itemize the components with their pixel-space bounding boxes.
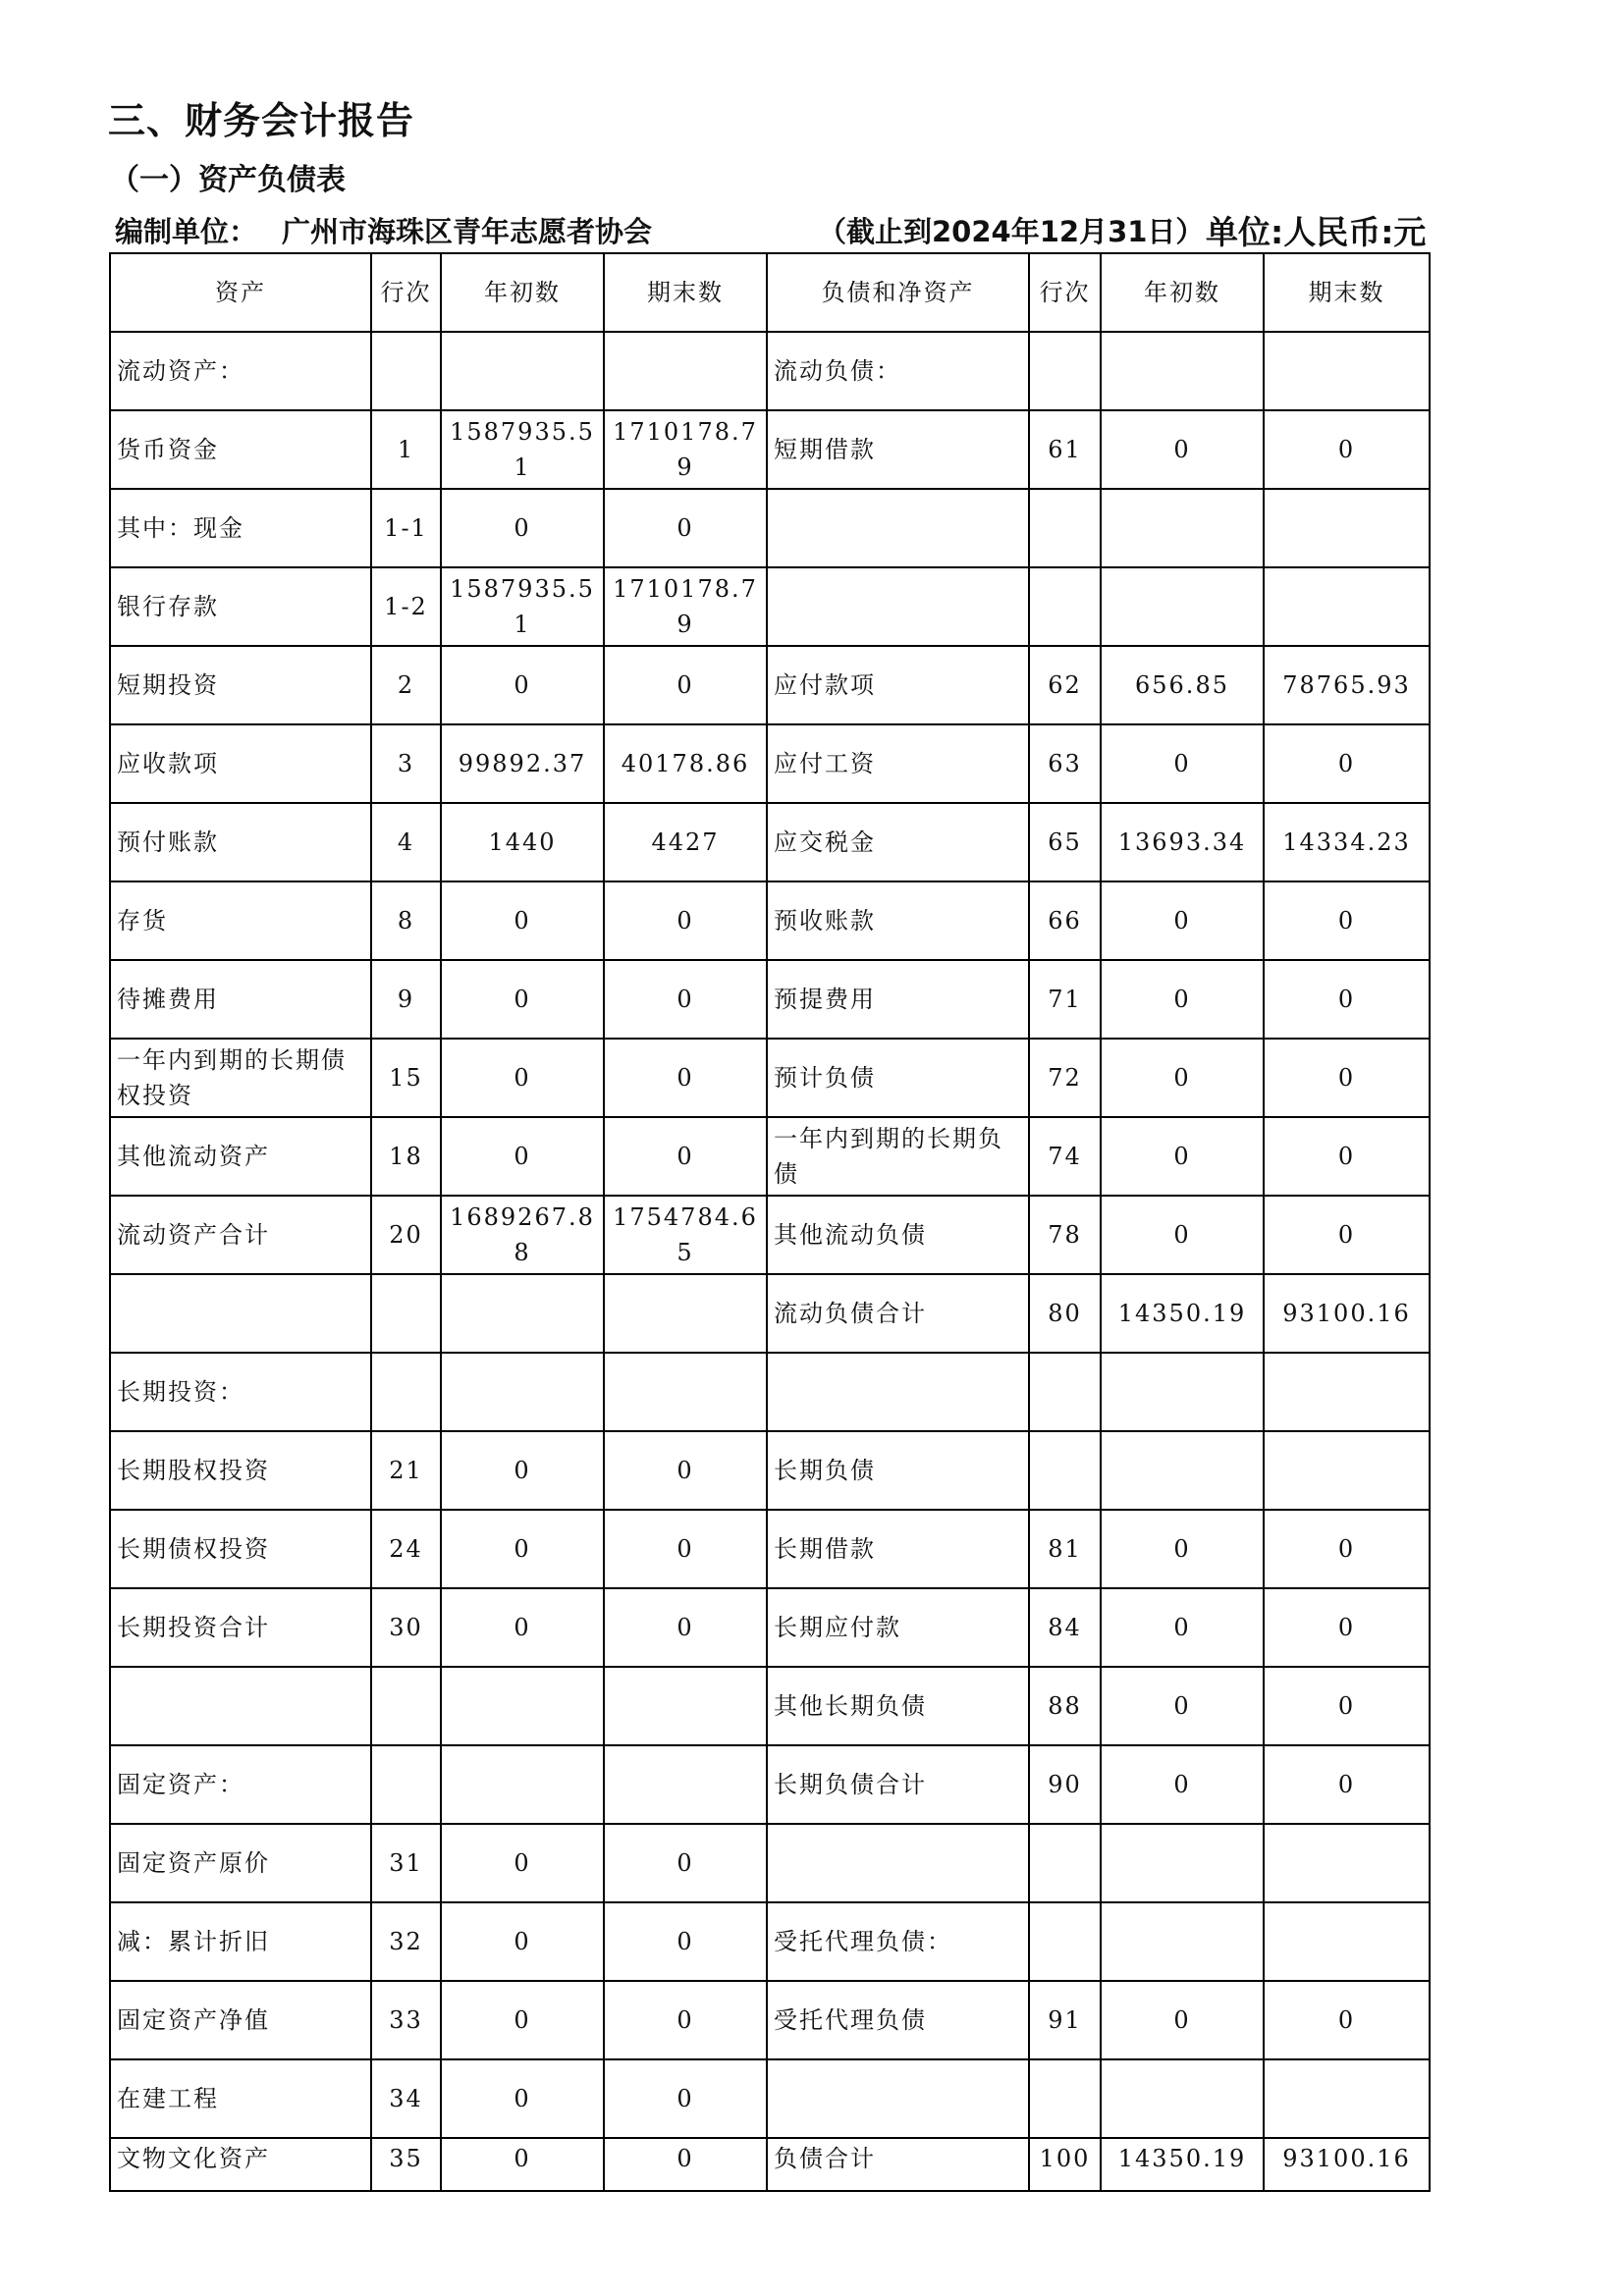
asset-begin-value: 99892.37 [441, 724, 604, 803]
asset-end-value: 0 [604, 1588, 767, 1667]
liability-row-no: 91 [1029, 1981, 1101, 2059]
liability-row-no: 61 [1029, 410, 1101, 489]
liability-row-no: 71 [1029, 960, 1101, 1039]
liability-row-no [1029, 1431, 1101, 1510]
asset-begin-value: 0 [441, 1588, 604, 1667]
liability-begin-value: 0 [1101, 1117, 1264, 1196]
table-row [110, 646, 1430, 724]
table-row [110, 1588, 1430, 1667]
liability-begin-value: 0 [1101, 1039, 1264, 1117]
liability-row-no: 88 [1029, 1667, 1101, 1745]
liability-name: 受托代理负债： [767, 1902, 1029, 1981]
asset-name: 固定资产： [110, 1745, 371, 1824]
table-row [110, 410, 1430, 489]
liability-end-value [1264, 1824, 1430, 1902]
table-row [110, 803, 1430, 881]
asset-end-value [604, 1745, 767, 1824]
liability-end-value: 0 [1264, 960, 1430, 1039]
asset-row-no [371, 1353, 441, 1431]
asset-row-no: 20 [371, 1196, 441, 1274]
table-row [110, 1117, 1430, 1196]
liability-end-value: 0 [1264, 410, 1430, 489]
table-row [110, 332, 1430, 410]
table-row [110, 1981, 1430, 2059]
asset-row-no: 31 [371, 1824, 441, 1902]
liability-begin-value [1101, 332, 1264, 410]
balance-sheet-table [109, 252, 1431, 2192]
liability-begin-value [1101, 1824, 1264, 1902]
liability-end-value: 0 [1264, 1196, 1430, 1274]
liability-end-value [1264, 567, 1430, 646]
liability-row-no: 62 [1029, 646, 1101, 724]
liability-end-value: 0 [1264, 724, 1430, 803]
org-label: 编制单位： [115, 215, 258, 248]
asset-name: 长期股权投资 [110, 1431, 371, 1510]
liability-row-no [1029, 489, 1101, 567]
asset-name: 固定资产原价 [110, 1824, 371, 1902]
asset-begin-value [441, 332, 604, 410]
liability-row-no [1029, 1824, 1101, 1902]
asset-begin-value: 0 [441, 1824, 604, 1902]
asset-begin-value [441, 1274, 604, 1353]
date-range: （截止到2024年12月31日） [818, 215, 1205, 248]
asset-end-value: 0 [604, 1431, 767, 1510]
asset-begin-value: 1440 [441, 803, 604, 881]
table-row [110, 1039, 1430, 1117]
table-header-row [110, 253, 1430, 332]
asset-name [110, 1274, 371, 1353]
section-title: （一）资产负债表 [110, 163, 346, 197]
header-asset-row-no: 行次 [371, 253, 441, 332]
liability-end-value [1264, 2059, 1430, 2138]
liability-name: 流动负债合计 [767, 1274, 1029, 1353]
asset-begin-value [441, 1353, 604, 1431]
table-row [110, 960, 1430, 1039]
liability-begin-value: 13693.34 [1101, 803, 1264, 881]
liability-end-value: 0 [1264, 1981, 1430, 2059]
table-row [110, 1745, 1430, 1824]
liability-begin-value: 0 [1101, 724, 1264, 803]
liability-begin-value: 0 [1101, 1667, 1264, 1745]
asset-begin-value: 0 [441, 960, 604, 1039]
asset-row-no: 32 [371, 1902, 441, 1981]
liability-begin-value: 0 [1101, 960, 1264, 1039]
report-title: 三、财务会计报告 [108, 99, 415, 142]
liability-begin-value [1101, 1431, 1264, 1510]
asset-row-no: 18 [371, 1117, 441, 1196]
liability-name: 流动负债： [767, 332, 1029, 410]
liability-end-value: 14334.23 [1264, 803, 1430, 881]
liability-begin-value [1101, 1902, 1264, 1981]
table-row [110, 1824, 1430, 1902]
asset-name: 存货 [110, 881, 371, 960]
asset-row-no: 21 [371, 1431, 441, 1510]
asset-name: 长期债权投资 [110, 1510, 371, 1588]
asset-end-value: 40178.86 [604, 724, 767, 803]
liability-end-value: 0 [1264, 1510, 1430, 1588]
liability-row-no: 63 [1029, 724, 1101, 803]
asset-begin-value: 0 [441, 1431, 604, 1510]
liability-name: 应付工资 [767, 724, 1029, 803]
liability-row-no [1029, 1353, 1101, 1431]
header-asset-end: 期末数 [604, 253, 767, 332]
liability-name: 预收账款 [767, 881, 1029, 960]
table-row [110, 1196, 1430, 1274]
asset-end-value: 1754784.65 [604, 1196, 767, 1274]
asset-row-no: 33 [371, 1981, 441, 2059]
liability-begin-value [1101, 567, 1264, 646]
asset-end-value: 0 [604, 1902, 767, 1981]
asset-row-no: 8 [371, 881, 441, 960]
liability-end-value: 78765.93 [1264, 646, 1430, 724]
asset-begin-value: 0 [441, 489, 604, 567]
liability-row-no [1029, 567, 1101, 646]
asset-begin-value: 0 [441, 2138, 604, 2191]
liability-end-value [1264, 489, 1430, 567]
liability-name [767, 2059, 1029, 2138]
liability-name: 应付款项 [767, 646, 1029, 724]
asset-begin-value: 0 [441, 1039, 604, 1117]
asset-end-value [604, 1667, 767, 1745]
asset-name: 流动资产合计 [110, 1196, 371, 1274]
liability-begin-value: 0 [1101, 881, 1264, 960]
liability-row-no: 74 [1029, 1117, 1101, 1196]
org-name: 广州市海珠区青年志愿者协会 [282, 215, 653, 248]
currency-unit: 单位:人民币:元 [1206, 213, 1427, 251]
asset-name: 短期投资 [110, 646, 371, 724]
liability-name: 应交税金 [767, 803, 1029, 881]
liability-name: 长期借款 [767, 1510, 1029, 1588]
asset-begin-value: 1587935.51 [441, 410, 604, 489]
liability-begin-value: 656.85 [1101, 646, 1264, 724]
asset-row-no: 4 [371, 803, 441, 881]
asset-begin-value [441, 1745, 604, 1824]
asset-row-no: 1 [371, 410, 441, 489]
asset-row-no: 9 [371, 960, 441, 1039]
asset-name: 在建工程 [110, 2059, 371, 2138]
liability-name: 短期借款 [767, 410, 1029, 489]
liability-row-no: 90 [1029, 1745, 1101, 1824]
table-row [110, 489, 1430, 567]
asset-name: 减：累计折旧 [110, 1902, 371, 1981]
asset-name: 固定资产净值 [110, 1981, 371, 2059]
liability-row-no: 84 [1029, 1588, 1101, 1667]
asset-name: 其中：现金 [110, 489, 371, 567]
table-row [110, 1667, 1430, 1745]
liability-name: 其他流动负债 [767, 1196, 1029, 1274]
table-row [110, 2138, 1430, 2191]
header-liabilities: 负债和净资产 [767, 253, 1029, 332]
asset-begin-value: 0 [441, 1510, 604, 1588]
liability-row-no: 80 [1029, 1274, 1101, 1353]
asset-name: 长期投资合计 [110, 1588, 371, 1667]
liability-end-value [1264, 1431, 1430, 1510]
header-liab-end: 期末数 [1264, 253, 1430, 332]
liability-end-value: 93100.16 [1264, 1274, 1430, 1353]
header-liab-begin: 年初数 [1101, 253, 1264, 332]
liability-end-value: 0 [1264, 1117, 1430, 1196]
asset-name [110, 1667, 371, 1745]
liability-name: 长期负债 [767, 1431, 1029, 1510]
liability-end-value [1264, 1353, 1430, 1431]
asset-name: 应收款项 [110, 724, 371, 803]
asset-end-value: 0 [604, 881, 767, 960]
asset-end-value [604, 1274, 767, 1353]
asset-row-no: 1-1 [371, 489, 441, 567]
asset-row-no [371, 332, 441, 410]
table-row [110, 1510, 1430, 1588]
liability-begin-value: 14350.19 [1101, 1274, 1264, 1353]
liability-end-value: 0 [1264, 1039, 1430, 1117]
asset-end-value: 0 [604, 2138, 767, 2191]
asset-begin-value: 1587935.51 [441, 567, 604, 646]
liability-end-value [1264, 332, 1430, 410]
table-row [110, 1902, 1430, 1981]
header-assets: 资产 [110, 253, 371, 332]
table-row [110, 567, 1430, 646]
asset-row-no: 2 [371, 646, 441, 724]
asset-end-value: 0 [604, 1039, 767, 1117]
liability-name [767, 567, 1029, 646]
asset-begin-value: 0 [441, 1981, 604, 2059]
liability-name: 其他长期负债 [767, 1667, 1029, 1745]
liability-row-no: 100 [1029, 2138, 1101, 2191]
asset-name: 银行存款 [110, 567, 371, 646]
asset-name: 其他流动资产 [110, 1117, 371, 1196]
asset-begin-value: 0 [441, 881, 604, 960]
asset-name: 流动资产： [110, 332, 371, 410]
header-liab-row-no: 行次 [1029, 253, 1101, 332]
liability-name: 长期负债合计 [767, 1745, 1029, 1824]
liability-begin-value: 0 [1101, 410, 1264, 489]
liability-name: 受托代理负债 [767, 1981, 1029, 2059]
asset-row-no: 3 [371, 724, 441, 803]
asset-end-value: 0 [604, 489, 767, 567]
liability-row-no: 72 [1029, 1039, 1101, 1117]
asset-name: 预付账款 [110, 803, 371, 881]
liability-name [767, 489, 1029, 567]
liability-begin-value: 0 [1101, 1196, 1264, 1274]
asset-begin-value: 0 [441, 2059, 604, 2138]
asset-name: 一年内到期的长期债权投资 [110, 1039, 371, 1117]
asset-row-no: 24 [371, 1510, 441, 1588]
liability-row-no [1029, 332, 1101, 410]
asset-end-value: 1710178.79 [604, 410, 767, 489]
table-row [110, 1274, 1430, 1353]
asset-end-value: 0 [604, 960, 767, 1039]
asset-end-value: 1710178.79 [604, 567, 767, 646]
asset-begin-value: 1689267.88 [441, 1196, 604, 1274]
liability-row-no: 78 [1029, 1196, 1101, 1274]
liability-end-value [1264, 1902, 1430, 1981]
liability-row-no [1029, 2059, 1101, 2138]
liability-begin-value: 0 [1101, 1981, 1264, 2059]
liability-row-no: 66 [1029, 881, 1101, 960]
liability-end-value: 93100.16 [1264, 2138, 1430, 2191]
asset-begin-value [441, 1667, 604, 1745]
asset-name: 文物文化资产 [110, 2138, 371, 2191]
asset-end-value: 0 [604, 1117, 767, 1196]
liability-row-no: 65 [1029, 803, 1101, 881]
asset-row-no [371, 1745, 441, 1824]
asset-end-value: 4427 [604, 803, 767, 881]
asset-row-no: 1-2 [371, 567, 441, 646]
asset-begin-value: 0 [441, 1902, 604, 1981]
asset-end-value: 0 [604, 646, 767, 724]
liability-begin-value [1101, 489, 1264, 567]
liability-begin-value [1101, 1353, 1264, 1431]
liability-name: 预提费用 [767, 960, 1029, 1039]
liability-begin-value: 14350.19 [1101, 2138, 1264, 2191]
asset-row-no: 34 [371, 2059, 441, 2138]
asset-name: 货币资金 [110, 410, 371, 489]
asset-end-value: 0 [604, 1510, 767, 1588]
liability-row-no [1029, 1902, 1101, 1981]
asset-row-no [371, 1667, 441, 1745]
asset-row-no [371, 1274, 441, 1353]
asset-end-value: 0 [604, 2059, 767, 2138]
liability-name: 长期应付款 [767, 1588, 1029, 1667]
liability-begin-value: 0 [1101, 1510, 1264, 1588]
liability-name: 一年内到期的长期负债 [767, 1117, 1029, 1196]
asset-end-value: 0 [604, 1981, 767, 2059]
liability-end-value: 0 [1264, 1745, 1430, 1824]
table-row [110, 1431, 1430, 1510]
liability-end-value: 0 [1264, 1667, 1430, 1745]
liability-name [767, 1353, 1029, 1431]
liability-begin-value: 0 [1101, 1745, 1264, 1824]
asset-row-no: 15 [371, 1039, 441, 1117]
liability-name: 预计负债 [767, 1039, 1029, 1117]
table-row [110, 724, 1430, 803]
asset-end-value [604, 1353, 767, 1431]
asset-row-no: 30 [371, 1588, 441, 1667]
header-asset-begin: 年初数 [441, 253, 604, 332]
table-row [110, 1353, 1430, 1431]
liability-row-no: 81 [1029, 1510, 1101, 1588]
liability-begin-value: 0 [1101, 1588, 1264, 1667]
asset-end-value: 0 [604, 1824, 767, 1902]
asset-row-no: 35 [371, 2138, 441, 2191]
asset-name: 待摊费用 [110, 960, 371, 1039]
liability-end-value: 0 [1264, 1588, 1430, 1667]
table-row [110, 881, 1430, 960]
liability-end-value: 0 [1264, 881, 1430, 960]
asset-end-value [604, 332, 767, 410]
liability-name [767, 1824, 1029, 1902]
asset-name: 长期投资： [110, 1353, 371, 1431]
liability-begin-value [1101, 2059, 1264, 2138]
table-row [110, 2059, 1430, 2138]
asset-begin-value: 0 [441, 646, 604, 724]
asset-begin-value: 0 [441, 1117, 604, 1196]
liability-name: 负债合计 [767, 2138, 1029, 2191]
